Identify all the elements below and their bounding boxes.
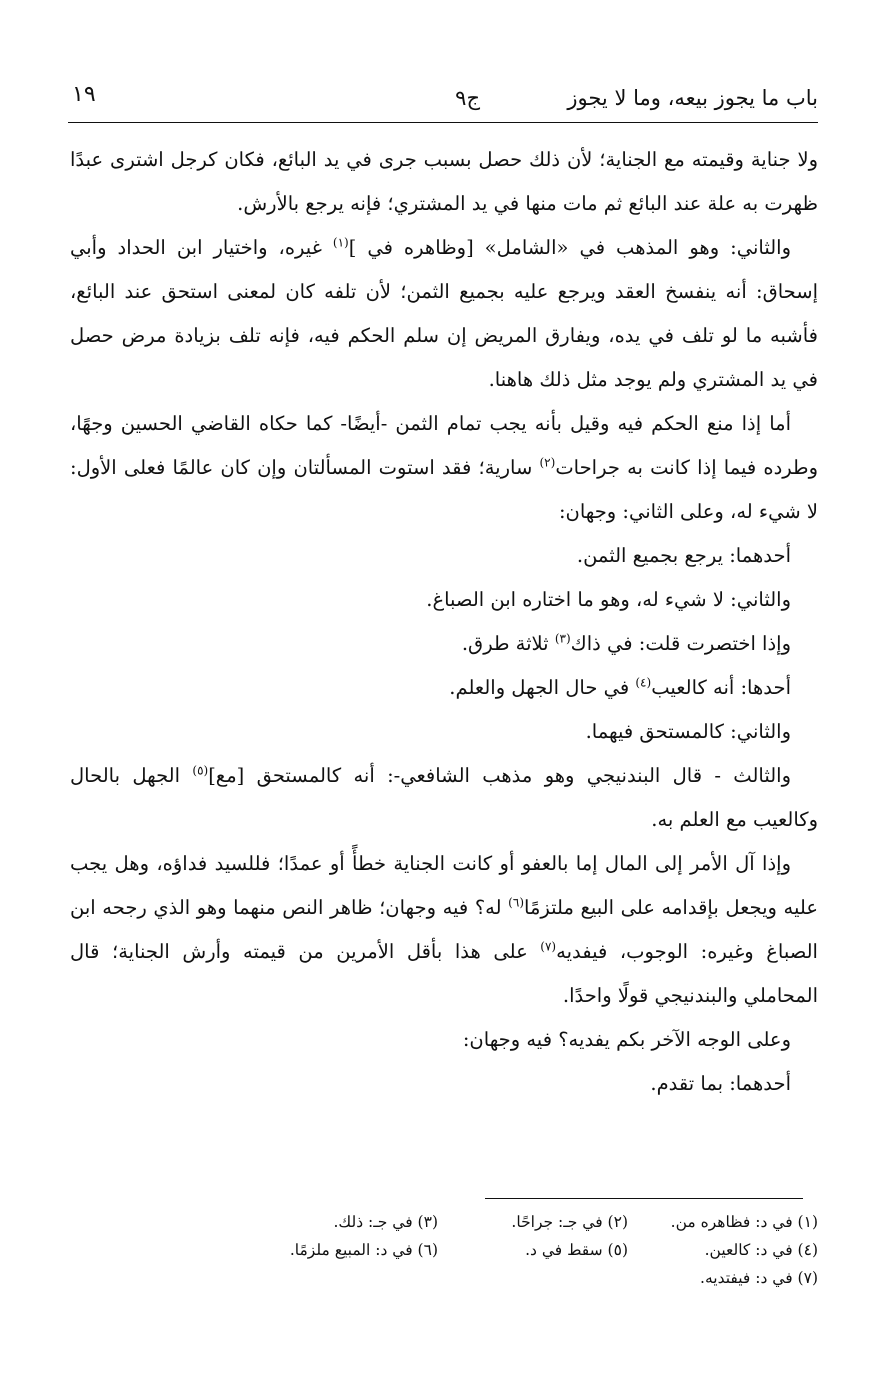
main-text (70, 138, 818, 1106)
page-number: ١٩ (72, 82, 96, 107)
paragraph: أحدهما: يرجع بجميع الثمن. (576, 544, 791, 567)
footnote: (٤) في د: كالعين. (704, 1241, 818, 1259)
footnotes (70, 1208, 818, 1292)
paragraph: أحدهما: بما تقدم. (650, 1072, 791, 1095)
footnote-marker: (٣) (554, 631, 571, 646)
footnote: (٥) سقط في د. (525, 1241, 628, 1259)
volume-label: ج٩ (455, 86, 480, 110)
paragraph: وإذا آل الأمر إلى المال إما بالعفو أو كانت الجناية خطأً أو عمدًا؛ فللسيد فداؤه، وهل يجب عليه ويجعل بإقدامه على البيع ملتزمًا$^{(٦)}$ له؟ فيه وجهان؛ ظاهر النص منهما وهو الذي رجحه ابن الصباغ وغيره: الوجوب، فيفديه$^{(٧)}$ على هذا بأقل الأمرين من قيمته وأرش الجناية؛ قال المحاملي والبندنيجي قولًا واحدًا. (70, 852, 818, 1007)
footnote-row (70, 1236, 818, 1264)
running-title: باب ما يجوز بيعه، وما لا يجوز (567, 86, 818, 110)
footnote-row (70, 1208, 818, 1236)
paragraph: وإذا اختصرت قلت: في ذاك$^{(٣)}$ ثلاثة طرق. (461, 631, 791, 655)
paragraph: ولا جناية وقيمته مع الجناية؛ لأن ذلك حصل بسبب جرى في يد البائع، فكان كرجل اشترى عبدًا ظهرت به علة عند البائع ثم مات منها في يد المشتري؛ فإنه يرجع بالأرش. (70, 148, 818, 215)
footnote-marker: (٥) (192, 763, 209, 778)
paragraph: والثالث - قال البندنيجي وهو مذهب الشافعي-: أنه كالمستحق [مع]$^{(٥)}$ الجهل بالحال وكالعيب مع العلم به. (70, 763, 818, 831)
paragraph: أما إذا منع الحكم فيه وقيل بأنه يجب تمام الثمن -أيضًا- كما حكاه القاضي الحسين وجهًا، وطرده فيما إذا كانت به جراحات$^{(٢)}$ سارية؛ فقد استوت المسألتان وإن كان عالمًا فعلى الأول: لا شيء له، وعلى الثاني: وجهان: (70, 412, 818, 523)
paragraph: أحدها: أنه كالعيب$^{(٤)}$ في حال الجهل والعلم. (449, 675, 791, 699)
footnote-marker: (٦) (508, 895, 524, 910)
footnote-marker: (١) (332, 235, 349, 250)
paragraph: والثاني: وهو المذهب في «الشامل» [وظاهره في ]$^{(١)}$ غيره، واختيار ابن الحداد وأبي إسحاق: أنه ينفسخ العقد ويرجع عليه بجميع الثمن؛ لأن تلفه كان لمعنى استحق عند البائع، فأشبه ما لو تلف في يده، ويفارق المريض إن سلم الحكم فيه، فإنه تلف بزيادة مرض حصل في يد المشتري ولم يوجد مثل ذلك هاهنا. (70, 235, 818, 391)
footnote: (٣) في جـ: ذلك. (333, 1213, 438, 1231)
footnote: (٦) في د: المبيع ملزمًا. (289, 1241, 438, 1259)
page-header (70, 78, 818, 120)
paragraph: والثاني: لا شيء له، وهو ما اختاره ابن الصباغ. (426, 588, 791, 611)
paragraph: والثاني: كالمستحق فيهما. (585, 720, 791, 743)
footnote-divider (485, 1198, 803, 1199)
paragraph: وعلى الوجه الآخر بكم يفديه؟ فيه وجهان: (462, 1028, 791, 1051)
header-divider (68, 122, 818, 123)
footnote: (٢) في جـ: جراحًا. (511, 1213, 628, 1231)
footnote-marker: (٢) (539, 455, 556, 470)
footnote-marker: (٧) (540, 939, 557, 954)
footnote-marker: (٤) (635, 675, 652, 690)
footnote: (١) في د: فظاهره من. (670, 1213, 818, 1231)
footnote: (٧) في د: فيفتديه. (700, 1269, 818, 1287)
footnote-row (70, 1264, 818, 1292)
